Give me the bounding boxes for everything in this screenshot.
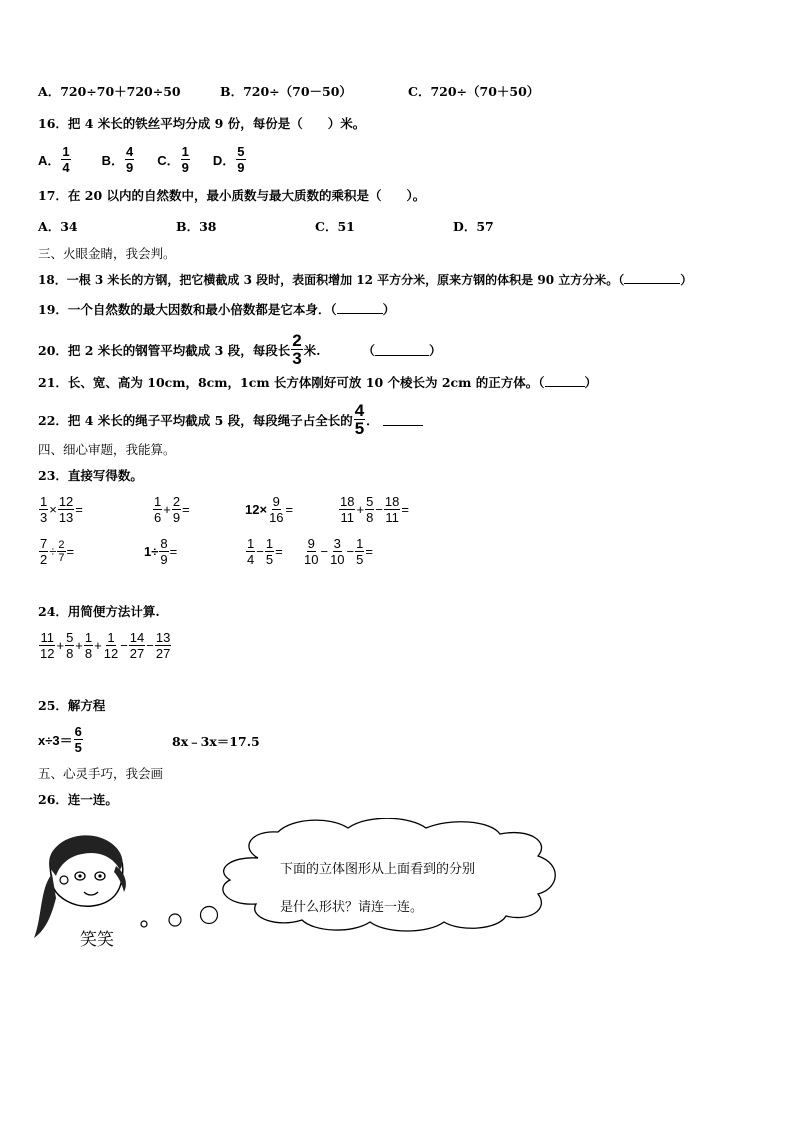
q16-option-d-label: D．	[212, 153, 236, 168]
q21-answer-blank[interactable]	[545, 375, 585, 387]
q22-stem: 22．把 4 米长的绳子平均截成 5 段，每段绳子占全长的 $\frac{4}{5}$ ．	[38, 402, 423, 437]
q16-stem: 16．把 4 米长的铁丝平均分成 9 份，每份是（ ）米。	[38, 116, 366, 131]
q23-expr-5: $\frac{7}{2}$ ÷ $\frac{2}{7}$ =	[40, 536, 75, 567]
q16-option-a-fraction: $\frac{1}{4}$	[62, 144, 70, 175]
q18-stem: 18．一根 3 米长的方钢，把它横截成 3 段时，表面积增加 12 平方分米，原来方钢的体积是 90 立方分米。（ ）	[38, 273, 693, 287]
q21-stem: 21．长、宽、高为 10cm，8cm，1cm 长方体刚好可放 10 个棱长为 2cm 的正方体。（ ）	[38, 375, 598, 390]
q17-stem: 17．在 20 以内的自然数中，最小质数与最大质数的乘积是（ ）。	[38, 188, 426, 203]
q22-answer-blank[interactable]	[383, 414, 423, 426]
q17-option-c: C．51	[315, 219, 355, 234]
q26-bubble-line-2: 是什么形状？请连一连。	[280, 900, 424, 915]
section-4-heading: 四、细心审题，我能算。	[38, 442, 176, 457]
q25-equation-2: 8x﹣3x＝17.5	[172, 734, 260, 749]
thought-dot-medium	[169, 914, 181, 926]
q23-expr-6: 1÷ $\frac{8}{9}$ =	[144, 536, 178, 567]
q23-expr-1: $\frac{1}{3}$ × $\frac{12}{13}$ =	[40, 494, 83, 525]
q26-stem: 26．连一连。	[38, 792, 118, 807]
q25-stem: 25．解方程	[38, 698, 106, 713]
q18-answer-blank[interactable]	[624, 272, 680, 284]
q19-answer-blank[interactable]	[337, 302, 383, 314]
q16-option-b-fraction: $\frac{4}{9}$	[126, 144, 134, 175]
q15-option-a: A．720÷70＋720÷50	[38, 84, 181, 99]
q16-option-d-fraction: $\frac{5}{9}$	[237, 144, 245, 175]
thought-dot-small	[141, 921, 147, 927]
q23-expr-7: $\frac{1}{4}$ − $\frac{1}{5}$ =	[247, 536, 283, 567]
q22-fraction: $\frac{4}{5}$	[354, 401, 365, 438]
q20-answer-blank[interactable]	[375, 344, 429, 356]
q16-option-a-label: A．	[38, 153, 61, 168]
q24-expression: $\frac{11}{12}$ + $\frac{5}{8}$ + $\frac{1}{8}$ + $\frac{1}{12}$ − $\frac{14}{27}$ − $\frac{13}{27}$	[40, 630, 171, 661]
q23-expr-3: 12× $\frac{9}{16}$ =	[245, 494, 294, 525]
q26-bubble-line-1: 下面的立体图形从上面看到的分别	[280, 862, 476, 877]
q17-option-d: D．57	[453, 219, 494, 234]
q16-option-c-label: C．	[157, 153, 180, 168]
q17-option-b: B．38	[176, 219, 217, 234]
q23-expr-4: $\frac{18}{11}$ + $\frac{5}{8}$ − $\frac{18}{11}$ =	[340, 494, 409, 525]
q24-stem: 24．用简便方法计算.	[38, 604, 160, 619]
q16-option-b-label: B．	[101, 153, 125, 168]
section-3-heading: 三、火眼金睛，我会判。	[38, 246, 176, 261]
q23-expr-2: $\frac{1}{6}$ + $\frac{2}{9}$ =	[154, 494, 190, 525]
section-5-heading: 五、心灵手巧，我会画	[38, 766, 164, 781]
q16-option-c-fraction: $\frac{1}{9}$	[181, 144, 189, 175]
q15-option-b: B．720÷（70－50）	[220, 84, 352, 99]
q20-stem: 20．把 2 米长的钢管平均截成 3 段，每段长 $\frac{2}{3}$ 米. （ ）	[38, 331, 442, 368]
q16-options	[38, 144, 247, 175]
q17-option-a: A．34	[38, 219, 78, 234]
q20-fraction: $\frac{2}{3}$	[292, 331, 302, 368]
character-name-label: 笑笑	[80, 930, 114, 950]
q23-stem: 23．直接写得数。	[38, 468, 143, 483]
q25-equation-1: x÷3＝ $\frac{6}{5}$	[38, 724, 82, 755]
q23-expr-8: $\frac{9}{10}$ − $\frac{3}{10}$ − $\frac{1}{5}$ =	[304, 536, 373, 567]
q26-illustration	[30, 818, 610, 958]
q15-option-c: C．720÷（70＋50）	[408, 84, 540, 99]
girl-character	[34, 835, 126, 938]
q19-stem: 19．一个自然数的最大因数和最小倍数都是它本身．（ ）	[38, 302, 396, 317]
thought-dot-large	[201, 907, 218, 924]
